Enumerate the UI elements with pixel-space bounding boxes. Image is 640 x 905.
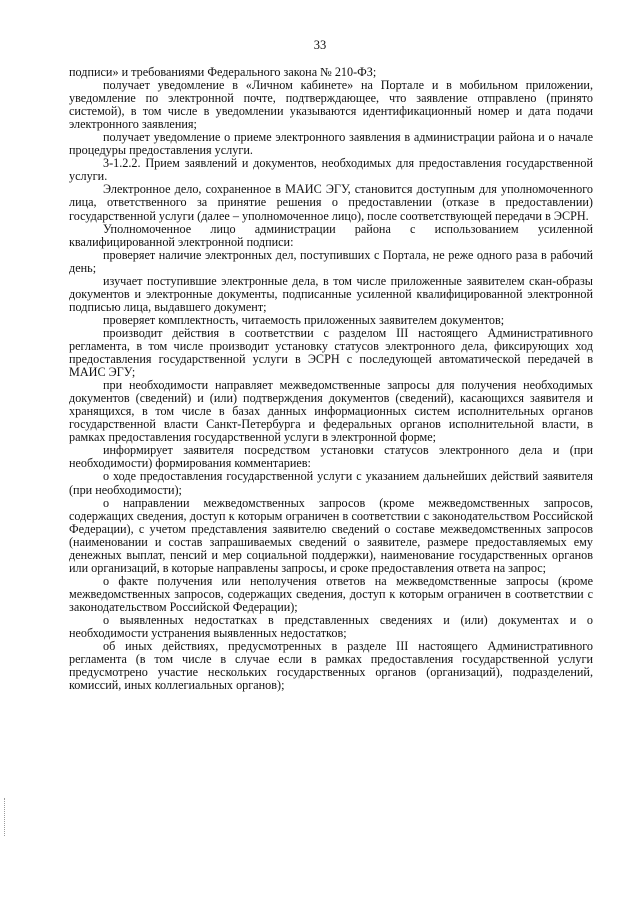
scan-edge-marks — [4, 798, 8, 836]
paragraph: Электронное дело, сохраненное в МАИС ЭГУ, становится доступным для уполномоченного лица, ответственного за принятие решения о предоставлении (отказе в предоставлении) государственной услуги (далее – уполномоченное лицо), после соответствующей передачи в ЭСРН. — [69, 182, 593, 223]
paragraph: о ходе предоставления государственной услуги с указанием дальнейших действий заявителя (при необходимости); — [69, 469, 593, 497]
paragraph-continuation: подписи» и требованиями Федерального закона № 210-ФЗ; — [69, 65, 377, 79]
paragraph: проверяет комплектность, читаемость приложенных заявителем документов; — [103, 312, 505, 327]
paragraph: проверяет наличие электронных дел, поступивших с Портала, не реже одного раза в рабочий день; — [69, 247, 593, 275]
paragraph: при необходимости направляет межведомственные запросы для получения необходимых документов (сведений) и (или) подтверждения документов (сведений), касающихся заявителя и хранящихся, в том числе в базах данных информационных систем исполнительных органов государственной власти Санкт-Петербурга и федеральных органов исполнительной власти, в рамках предоставления государственной услуги в электронной форме; — [69, 378, 593, 445]
paragraph: о направлении межведомственных запросов (кроме межведомственных запросов, содержащих сведения, доступ к которым ограничен в соответствии с законодательством Российской Федерации), с учетом представления заявителю сведений о составе межведомственных запросов (наименовании и состав запрашиваемых сведений о заявителе, размере предоставляемых ему денежных выплат, пенсий и мер социальной поддержки), наименование государственных органов или организаций, в которые направлены запросы, и сроке предоставления ответа на запрос; — [69, 495, 593, 575]
paragraph: об иных действиях, предусмотренных в разделе III настоящего Административного регламента (в том числе в случае если в рамках предоставления государственной услуги предусмотрено участие нескольких государственных органов (организаций), подразделений, комиссий, иных коллегиальных органов); — [69, 639, 593, 693]
paragraph: получает уведомление о приеме электронного заявления в администрации района и о начале процедуры предоставления услуги. — [69, 130, 593, 158]
section-heading: 3-1.2.2. Прием заявлений и документов, необходимых для предоставления государственной услуги. — [69, 156, 593, 184]
paragraph: производит действия в соответствии с разделом III настоящего Административного регламента, в том числе производит установку статусов электронного дела, фиксирующих ход предоставления государственной услуги в ЭСРН с последующей автоматической передачей в МАИС ЭГУ; — [69, 325, 593, 380]
body-text — [69, 66, 593, 692]
paragraph: изучает поступившие электронные дела, в том числе приложенные заявителем скан-образы документов и электронные документы, подписанные усиленной квалифицированной электронной подписью лица, выдавшего документ; — [69, 273, 593, 314]
paragraph: о факте получения или неполучения ответов на межведомственные запросы (кроме межведомственных запросов, содержащих сведения, доступ к которым ограничен в соответствии с законодательством Российской Федерации); — [69, 573, 593, 614]
paragraph: Уполномоченное лицо администрации района с использованием усиленной квалифицированной электронной подписи: — [69, 221, 593, 249]
paragraph: получает уведомление в «Личном кабинете» на Портале и в мобильном приложении, уведомление по электронной почте, подтверждающее, что заявление отправлено (принято системой), в том числе в уведомлении указываются идентификационный номер и дата подачи электронного заявления; — [69, 78, 593, 132]
paragraph: информирует заявителя посредством установки статусов электронного дела и (при необходимости) формирования комментариев: — [69, 443, 593, 471]
page-number: 33 — [313, 38, 327, 52]
paragraph: о выявленных недостатках в представленных сведениях и (или) документах и о необходимости устранения выявленных недостатков; — [69, 612, 593, 641]
